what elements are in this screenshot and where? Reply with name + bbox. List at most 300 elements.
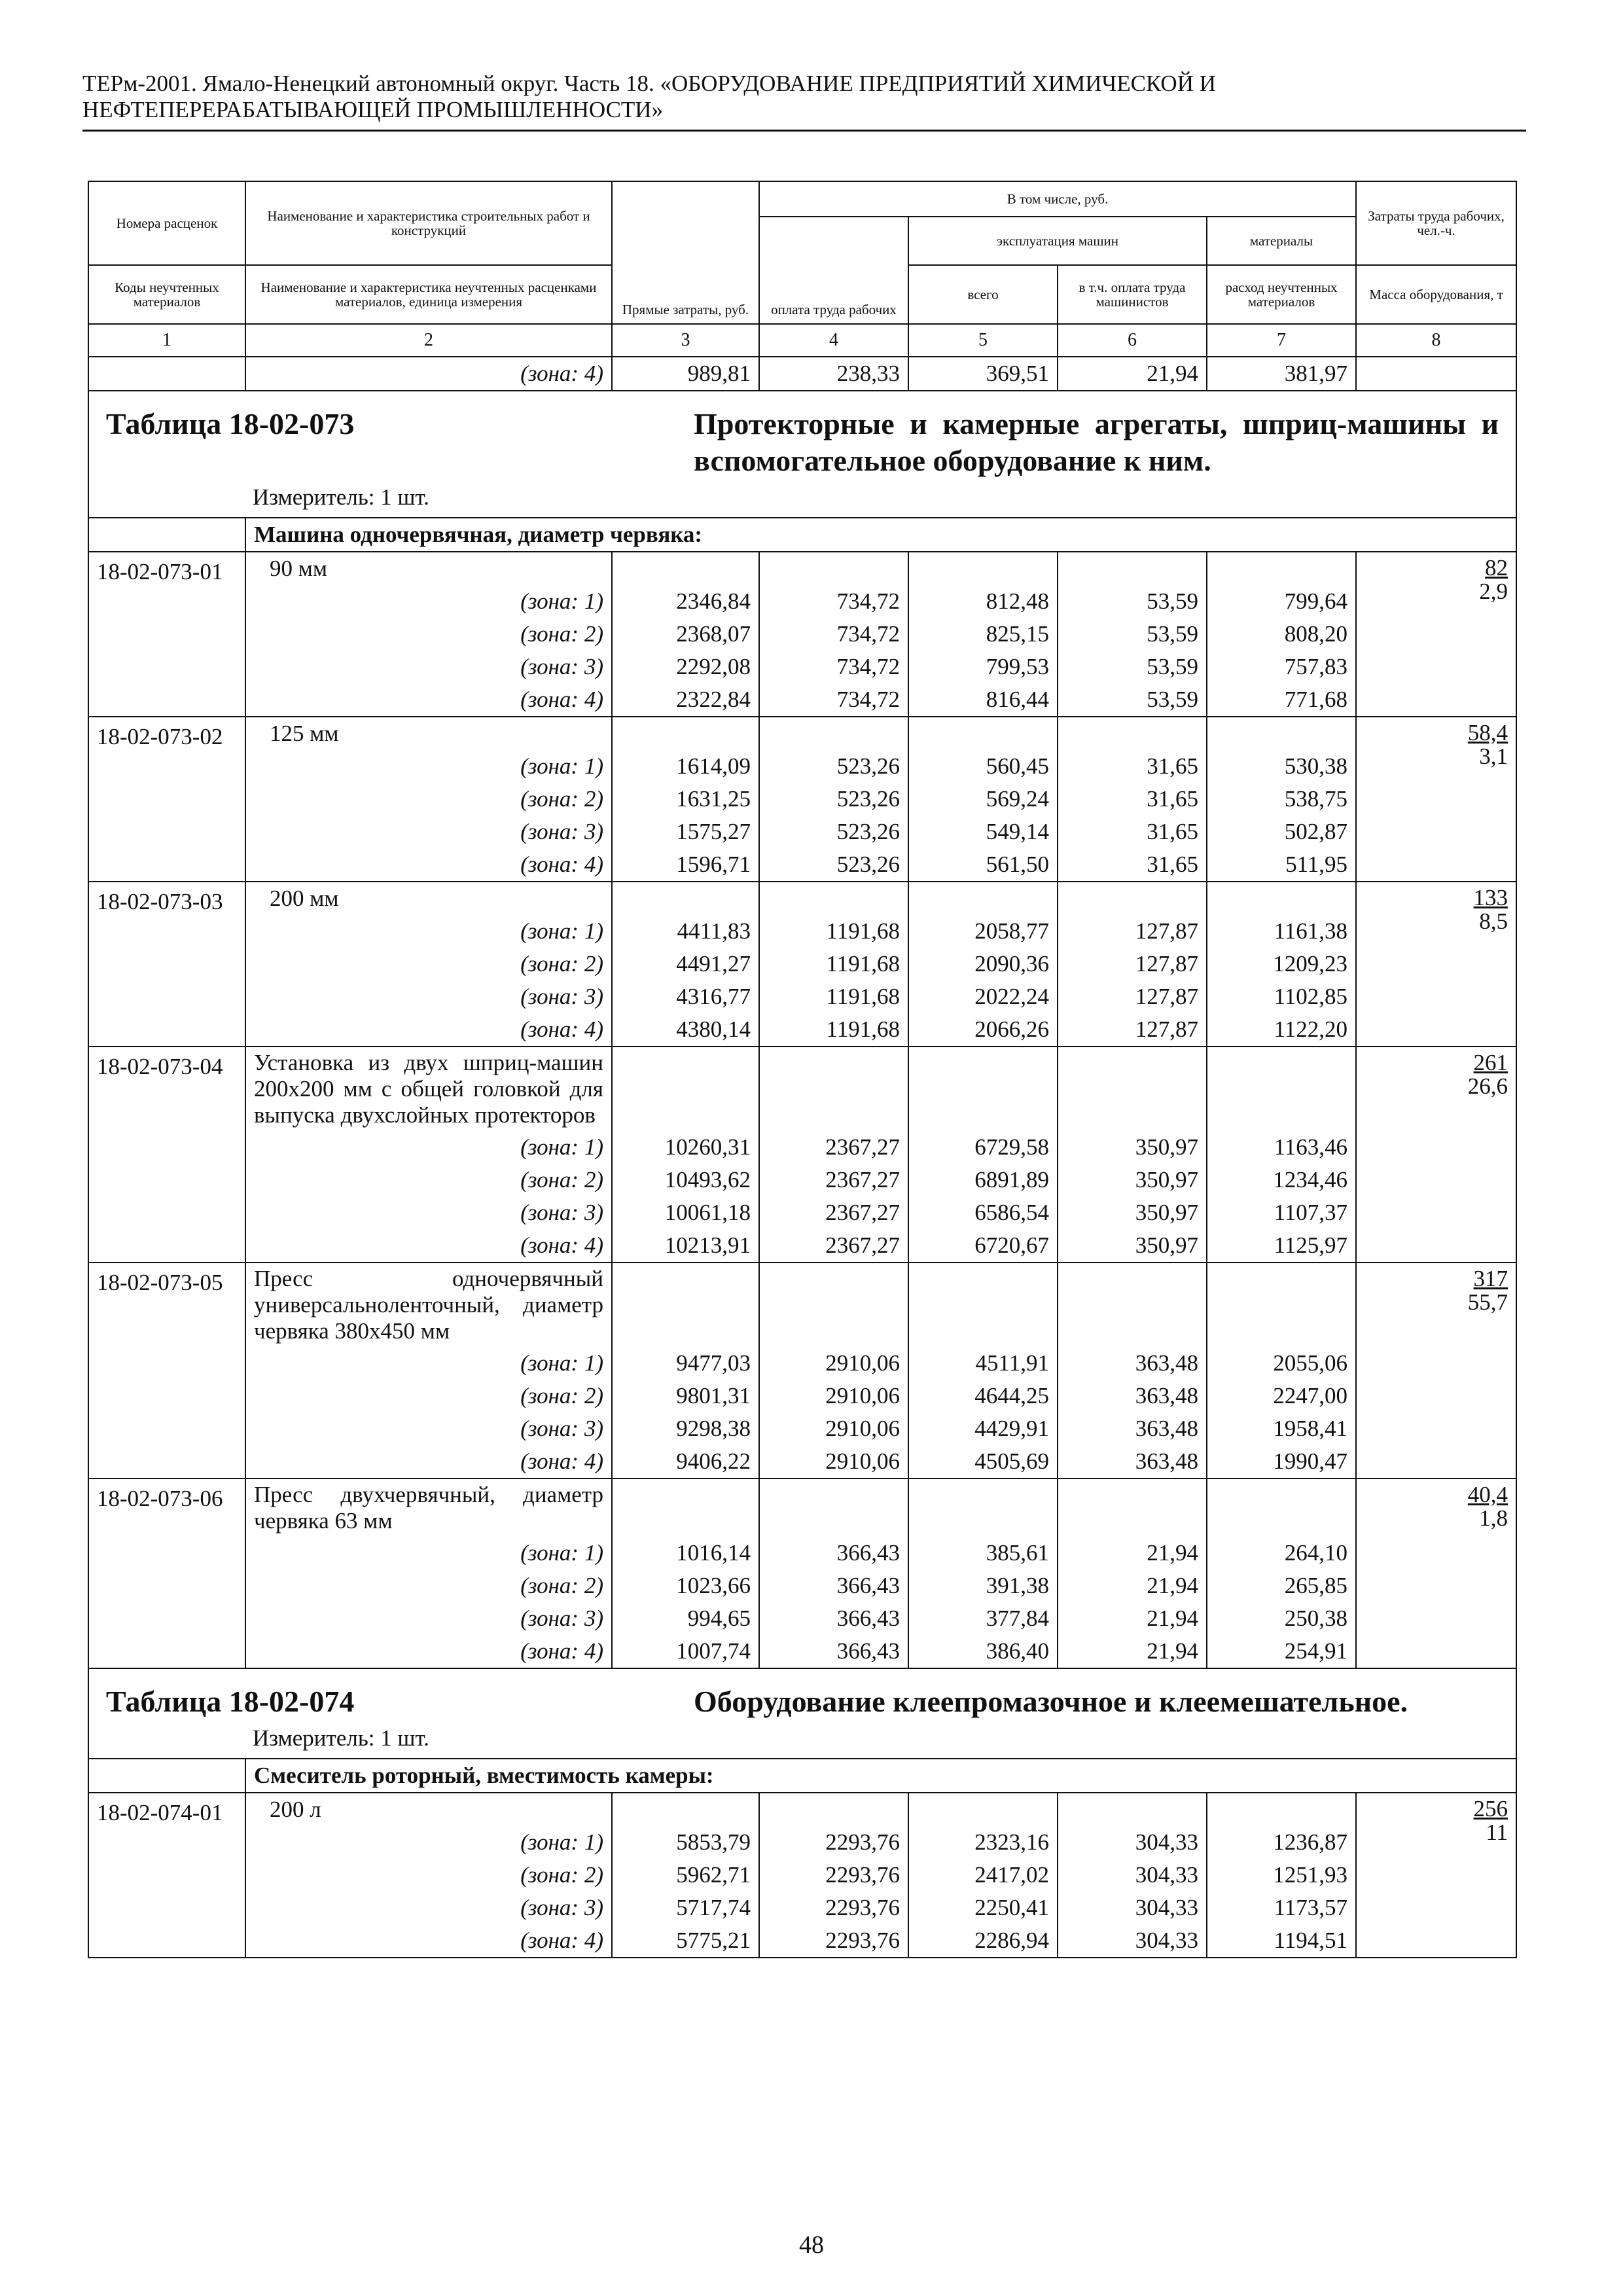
table-title: Таблица 18-02-073: [106, 407, 355, 440]
labor-cost: 523,26: [759, 750, 908, 783]
labor-cost: 2293,76: [759, 1859, 908, 1892]
zone-row: [88, 618, 1516, 651]
equipment-mass: 55,7: [1467, 1289, 1508, 1315]
operator-cost: 21,94: [1058, 1570, 1207, 1602]
table-title-row: [88, 1668, 1516, 1759]
empty-cell: [759, 1263, 908, 1347]
labor-mass-fraction: [1356, 1793, 1516, 1958]
direct-cost: 1614,09: [612, 750, 759, 783]
table-caption: Оборудование клеепромазочное и клеемешательное.: [694, 1685, 1408, 1718]
machine-cost: 561,50: [908, 848, 1058, 882]
zone-row: [88, 1537, 1516, 1570]
labor-cost: 1191,68: [759, 1013, 908, 1047]
machine-cost: 4644,25: [908, 1380, 1058, 1412]
zone-row: [88, 1380, 1516, 1412]
labor-cost: 2293,76: [759, 1826, 908, 1859]
table-title-row: [88, 391, 1516, 518]
empty-cell: [1058, 882, 1207, 915]
labor-mass-fraction: [1356, 1047, 1516, 1263]
direct-cost: 2322,84: [612, 683, 759, 717]
labor-cost: 523,26: [759, 783, 908, 816]
header-row-1: [88, 181, 1516, 217]
empty-cell: [908, 1479, 1058, 1537]
zone-row: [88, 1229, 1516, 1263]
empty-cell: [759, 717, 908, 750]
operator-cost: 363,48: [1058, 1380, 1207, 1412]
direct-cost: 2292,08: [612, 651, 759, 683]
materials-cost: 2055,06: [1207, 1347, 1356, 1380]
labor-cost: 2910,06: [759, 1380, 908, 1412]
zone-label: (зона: 4): [245, 1635, 612, 1668]
materials-cost: 1194,51: [1207, 1924, 1356, 1958]
labor-cost: 2910,06: [759, 1412, 908, 1445]
labor-hours: 58,4: [1467, 720, 1508, 745]
empty-cell: [612, 1047, 759, 1131]
labor-cost: 2910,06: [759, 1445, 908, 1479]
empty-cell: [1207, 1263, 1356, 1347]
col1-header-b: Коды неучтенных материалов: [88, 265, 245, 324]
table-title: Таблица 18-02-074: [106, 1685, 355, 1718]
direct-cost: 2346,84: [612, 585, 759, 618]
labor-cost: 523,26: [759, 816, 908, 848]
group-row: [88, 518, 1516, 552]
table-caption: Протекторные и камерные агрегаты, шприц-машины и вспомогательное оборудование к ним.: [694, 407, 1499, 477]
item-row: [88, 882, 1516, 915]
operator-cost: 363,48: [1058, 1412, 1207, 1445]
zone-label: (зона: 2): [245, 618, 612, 651]
machine-cost: 816,44: [908, 683, 1058, 717]
zone-label: (зона: 2): [245, 783, 612, 816]
machine-cost: 6720,67: [908, 1229, 1058, 1263]
labor-mass-fraction: [1356, 1263, 1516, 1479]
zone-label: (зона: 4): [245, 1013, 612, 1047]
item-name: 200 мм: [245, 882, 612, 915]
empty-cell: [1207, 1047, 1356, 1131]
empty-cell: [908, 1263, 1058, 1347]
zone-row: [88, 848, 1516, 882]
direct-cost: 5962,71: [612, 1859, 759, 1892]
materials-cost: 530,38: [1207, 750, 1356, 783]
operator-cost: 350,97: [1058, 1131, 1207, 1164]
zone-label: (зона: 3): [245, 816, 612, 848]
operator-cost: 53,59: [1058, 683, 1207, 717]
group-heading: Машина одночервячная, диаметр червяка:: [245, 518, 1516, 552]
zone-label: (зона: 2): [245, 1164, 612, 1196]
empty-cell: [1058, 1047, 1207, 1131]
table-title-block: [88, 1668, 1516, 1759]
direct-cost: 2368,07: [612, 618, 759, 651]
materials-cost: 1173,57: [1207, 1892, 1356, 1924]
operator-cost: 350,97: [1058, 1196, 1207, 1229]
zone-label: (зона: 4): [245, 848, 612, 882]
zone-row: [88, 1826, 1516, 1859]
operator-cost: 53,59: [1058, 618, 1207, 651]
labor-cost: 366,43: [759, 1602, 908, 1635]
labor-cost: 366,43: [759, 1635, 908, 1668]
zone-row: [88, 1131, 1516, 1164]
empty-cell: [908, 552, 1058, 585]
zone-label: (зона: 3): [245, 1196, 612, 1229]
zone-row: [88, 651, 1516, 683]
machine-cost: 2286,94: [908, 1924, 1058, 1958]
column-number: 1: [88, 324, 245, 357]
unit-of-measure: Измеритель: 1 шт.: [253, 484, 429, 510]
machine-cost: 377,84: [908, 1602, 1058, 1635]
direct-cost: 5775,21: [612, 1924, 759, 1958]
labor-hours: 40,4: [1467, 1482, 1508, 1507]
zone-label: (зона: 4): [245, 1445, 612, 1479]
equipment-mass: 11: [1486, 1820, 1508, 1845]
col3-header: Прямые затраты, руб.: [612, 181, 759, 324]
machine-cost: 812,48: [908, 585, 1058, 618]
machine-cost: 6586,54: [908, 1196, 1058, 1229]
zone-label: (зона: 4): [245, 1924, 612, 1958]
direct-cost: 1023,66: [612, 1570, 759, 1602]
direct-cost: 1007,74: [612, 1635, 759, 1668]
empty-cell: [88, 1759, 245, 1793]
zone-row: [88, 915, 1516, 948]
price-table: [88, 181, 1517, 1958]
operator-cost: 127,87: [1058, 1013, 1207, 1047]
materials-cost: 757,83: [1207, 651, 1356, 683]
empty-cell: [1207, 717, 1356, 750]
empty-cell: [908, 1793, 1058, 1826]
empty-cell: [759, 552, 908, 585]
equipment-mass: 3,1: [1479, 744, 1508, 769]
direct-cost: 4491,27: [612, 948, 759, 980]
zone-label: (зона: 3): [245, 980, 612, 1013]
empty-cell: [612, 1793, 759, 1826]
materials-cost: 1236,87: [1207, 1826, 1356, 1859]
operator-cost: 127,87: [1058, 980, 1207, 1013]
zone-label: (зона: 1): [245, 1826, 612, 1859]
materials-cost: 254,91: [1207, 1635, 1356, 1668]
materials-cost: 1102,85: [1207, 980, 1356, 1013]
materials-cost: 771,68: [1207, 683, 1356, 717]
direct-cost: 9298,38: [612, 1412, 759, 1445]
machine-cost: 6729,58: [908, 1131, 1058, 1164]
zone-label: (зона: 1): [245, 1131, 612, 1164]
operator-cost: 304,33: [1058, 1826, 1207, 1859]
col8-header-b: Масса оборудования, т: [1356, 265, 1516, 324]
labor-cost: 366,43: [759, 1570, 908, 1602]
operator-cost: 21,94: [1058, 1602, 1207, 1635]
labor-hours: 317: [1473, 1266, 1508, 1291]
zone-row: [88, 1196, 1516, 1229]
zone-label: (зона: 2): [245, 1859, 612, 1892]
header-line-2: НЕФТЕПЕРЕРАБАТЫВАЮЩЕЙ ПРОМЫШЛЕННОСТИ»: [82, 97, 664, 122]
machine-cost: 560,45: [908, 750, 1058, 783]
operator-cost: 21,94: [1058, 357, 1207, 391]
zone-row: [88, 750, 1516, 783]
materials-cost: 511,95: [1207, 848, 1356, 882]
materials-cost: 1163,46: [1207, 1131, 1356, 1164]
empty-cell: [612, 552, 759, 585]
empty-cell: [88, 518, 245, 552]
machine-cost: 369,51: [908, 357, 1058, 391]
labor-hours: 261: [1473, 1050, 1508, 1075]
direct-cost: 1631,25: [612, 783, 759, 816]
machine-cost: 799,53: [908, 651, 1058, 683]
labor-cost: 366,43: [759, 1537, 908, 1570]
empty-cell: [759, 1047, 908, 1131]
zone-row: [88, 1892, 1516, 1924]
col4-header: оплата труда рабочих: [759, 217, 908, 324]
labor-hours: 256: [1473, 1796, 1508, 1821]
direct-cost: 1575,27: [612, 816, 759, 848]
direct-cost: 4411,83: [612, 915, 759, 948]
col1-header: Номера расценок: [88, 181, 245, 265]
item-row: [88, 717, 1516, 750]
machine-cost: 391,38: [908, 1570, 1058, 1602]
col2-header-b: Наименование и характеристика неучтенных расценками материалов, единица измерения: [245, 265, 612, 324]
operator-cost: 21,94: [1058, 1537, 1207, 1570]
labor-cost: 2293,76: [759, 1924, 908, 1958]
empty-cell: [1058, 1793, 1207, 1826]
materials-cost: 538,75: [1207, 783, 1356, 816]
item-row: [88, 1263, 1516, 1347]
machine-cost: 4511,91: [908, 1347, 1058, 1380]
empty-cell: [612, 882, 759, 915]
col6-header: в т.ч. оплата труда машинистов: [1058, 265, 1207, 324]
materials-cost: 502,87: [1207, 816, 1356, 848]
zone-label: (зона: 2): [245, 1570, 612, 1602]
empty-cell: [1356, 357, 1516, 391]
operator-cost: 350,97: [1058, 1229, 1207, 1263]
operator-cost: 31,65: [1058, 848, 1207, 882]
empty-cell: [612, 1479, 759, 1537]
zone-row: [88, 948, 1516, 980]
operator-cost: 304,33: [1058, 1924, 1207, 1958]
labor-cost: 1191,68: [759, 948, 908, 980]
zone-row: [88, 1602, 1516, 1635]
operator-cost: 350,97: [1058, 1164, 1207, 1196]
header-line-1: ТЕРм-2001. Ямало-Ненецкий автономный округ. Часть 18. «ОБОРУДОВАНИЕ ПРЕДПРИЯТИЙ ХИМИЧЕСКОЙ И: [82, 71, 1217, 96]
zone-row: [88, 1347, 1516, 1380]
operator-cost: 31,65: [1058, 816, 1207, 848]
operator-cost: 363,48: [1058, 1445, 1207, 1479]
machine-cost: 2022,24: [908, 980, 1058, 1013]
materials-cost: 1958,41: [1207, 1412, 1356, 1445]
operator-cost: 363,48: [1058, 1347, 1207, 1380]
header-rule: [82, 130, 1526, 132]
labor-mass-fraction: [1356, 1479, 1516, 1668]
materials-cost: 1234,46: [1207, 1164, 1356, 1196]
direct-cost: 10260,31: [612, 1131, 759, 1164]
item-name: 125 мм: [245, 717, 612, 750]
labor-mass-fraction: [1356, 552, 1516, 717]
direct-cost: 9406,22: [612, 1445, 759, 1479]
column-number: 3: [612, 324, 759, 357]
labor-cost: 2367,27: [759, 1196, 908, 1229]
zone-row: [88, 783, 1516, 816]
operator-cost: 53,59: [1058, 585, 1207, 618]
column-number: 7: [1207, 324, 1356, 357]
materials-cost: 808,20: [1207, 618, 1356, 651]
group-heading: Смеситель роторный, вместимость камеры:: [245, 1759, 1516, 1793]
zone-row: [88, 1570, 1516, 1602]
direct-cost: 4316,77: [612, 980, 759, 1013]
item-code: 18-02-074-01: [88, 1793, 245, 1958]
direct-cost: 9477,03: [612, 1347, 759, 1380]
column-number: 6: [1058, 324, 1207, 357]
machine-cost: 825,15: [908, 618, 1058, 651]
item-row: [88, 1047, 1516, 1131]
zone-label: (зона: 3): [245, 1602, 612, 1635]
column-numbers-row: [88, 324, 1516, 357]
empty-cell: [759, 1479, 908, 1537]
column-number: 4: [759, 324, 908, 357]
column-number: 8: [1356, 324, 1516, 357]
labor-cost: 1191,68: [759, 980, 908, 1013]
col5-header: всего: [908, 265, 1058, 324]
operator-cost: 31,65: [1058, 750, 1207, 783]
zone-row: [88, 980, 1516, 1013]
table-title-block: [88, 391, 1516, 518]
materials-cost: 1209,23: [1207, 948, 1356, 980]
equipment-mass: 26,6: [1467, 1073, 1508, 1099]
zone-row: [88, 1445, 1516, 1479]
machine-cost: 2090,36: [908, 948, 1058, 980]
col8-header-a: Затраты труда рабочих, чел.-ч.: [1356, 181, 1516, 265]
machine-cost: 2058,77: [908, 915, 1058, 948]
direct-cost: 989,81: [612, 357, 759, 391]
labor-cost: 2367,27: [759, 1164, 908, 1196]
empty-cell: [88, 357, 245, 391]
item-name: 90 мм: [245, 552, 612, 585]
item-name: 200 л: [245, 1793, 612, 1826]
zone-row: [88, 1635, 1516, 1668]
direct-cost: 10061,18: [612, 1196, 759, 1229]
operator-cost: 304,33: [1058, 1859, 1207, 1892]
zone-row: [88, 585, 1516, 618]
zone-label: (зона: 3): [245, 1412, 612, 1445]
labor-cost: 2367,27: [759, 1131, 908, 1164]
labor-cost: 734,72: [759, 651, 908, 683]
direct-cost: 1596,71: [612, 848, 759, 882]
col2-header: Наименование и характеристика строительных работ и конструкций: [245, 181, 612, 265]
zone-label: (зона: 1): [245, 750, 612, 783]
direct-cost: 5717,74: [612, 1892, 759, 1924]
machine-cost: 386,40: [908, 1635, 1058, 1668]
machine-cost: 569,24: [908, 783, 1058, 816]
operator-cost: 127,87: [1058, 948, 1207, 980]
zone-label: (зона: 2): [245, 1380, 612, 1412]
operator-cost: 127,87: [1058, 915, 1207, 948]
item-name: Пресс одночервячный универсальноленточный, диаметр червяка 380х450 мм: [245, 1263, 612, 1347]
empty-cell: [1058, 1263, 1207, 1347]
item-row: [88, 1793, 1516, 1826]
zone-label: (зона: 4): [245, 1229, 612, 1263]
labor-cost: 1191,68: [759, 915, 908, 948]
empty-cell: [908, 1047, 1058, 1131]
materials-cost: 799,64: [1207, 585, 1356, 618]
zone-label: (зона: 3): [245, 1892, 612, 1924]
materials-cost: 1990,47: [1207, 1445, 1356, 1479]
direct-cost: 994,65: [612, 1602, 759, 1635]
materials-cost: 250,38: [1207, 1602, 1356, 1635]
zone-label: (зона: 1): [245, 585, 612, 618]
col7-header: расход неучтенных материалов: [1207, 265, 1356, 324]
operator-cost: 21,94: [1058, 1635, 1207, 1668]
direct-cost: 10213,91: [612, 1229, 759, 1263]
zone-label: (зона: 4): [245, 683, 612, 717]
materials-cost: 1251,93: [1207, 1859, 1356, 1892]
zone-row: [88, 683, 1516, 717]
item-code: 18-02-073-02: [88, 717, 245, 882]
item-row: [88, 552, 1516, 585]
including-header: В том числе, руб.: [759, 181, 1356, 217]
empty-cell: [612, 1263, 759, 1347]
item-name: Установка из двух шприц-машин 200х200 мм с общей головкой для выпуска двухслойных протекторов: [245, 1047, 612, 1131]
item-code: 18-02-073-04: [88, 1047, 245, 1263]
materials-cost: 1125,97: [1207, 1229, 1356, 1263]
zone-row: [88, 1164, 1516, 1196]
empty-cell: [612, 717, 759, 750]
group-row: [88, 1759, 1516, 1793]
zone-row: [88, 1924, 1516, 1958]
empty-cell: [759, 1793, 908, 1826]
item-code: 18-02-073-06: [88, 1479, 245, 1668]
zone-label: (зона: 1): [245, 915, 612, 948]
zone-row: [88, 1412, 1516, 1445]
zone-label: (зона: 1): [245, 1537, 612, 1570]
direct-cost: 10493,62: [612, 1164, 759, 1196]
machine-cost: 2066,26: [908, 1013, 1058, 1047]
labor-cost: 523,26: [759, 848, 908, 882]
labor-hours: 82: [1485, 555, 1508, 581]
equipment-mass: 2,9: [1479, 579, 1508, 604]
zone-label: (зона: 1): [245, 1347, 612, 1380]
operator-cost: 304,33: [1058, 1892, 1207, 1924]
machine-cost: 2250,41: [908, 1892, 1058, 1924]
labor-cost: 2910,06: [759, 1347, 908, 1380]
materials-cost: 1161,38: [1207, 915, 1356, 948]
equipment-mass: 1,8: [1479, 1505, 1508, 1531]
empty-cell: [1207, 1479, 1356, 1537]
equipment-mass: 8,5: [1479, 908, 1508, 934]
carry-over-row: [88, 357, 1516, 391]
zone-label: (зона: 4): [245, 357, 612, 391]
item-row: [88, 1479, 1516, 1537]
direct-cost: 9801,31: [612, 1380, 759, 1412]
labor-mass-fraction: [1356, 882, 1516, 1047]
materials-header: материалы: [1207, 217, 1356, 265]
zone-row: [88, 1859, 1516, 1892]
machines-header: эксплуатация машин: [908, 217, 1207, 265]
labor-cost: 734,72: [759, 683, 908, 717]
document-header: [82, 71, 1526, 123]
labor-cost: 2293,76: [759, 1892, 908, 1924]
operator-cost: 53,59: [1058, 651, 1207, 683]
materials-cost: 381,97: [1207, 357, 1356, 391]
column-number: 5: [908, 324, 1058, 357]
page-number: 48: [799, 2231, 824, 2259]
empty-cell: [1058, 552, 1207, 585]
empty-cell: [1207, 552, 1356, 585]
zone-row: [88, 1013, 1516, 1047]
item-code: 18-02-073-03: [88, 882, 245, 1047]
materials-cost: 264,10: [1207, 1537, 1356, 1570]
machine-cost: 6891,89: [908, 1164, 1058, 1196]
labor-cost: 734,72: [759, 618, 908, 651]
item-name: Пресс двухчервячный, диаметр червяка 63 мм: [245, 1479, 612, 1537]
zone-label: (зона: 2): [245, 948, 612, 980]
labor-cost: 238,33: [759, 357, 908, 391]
column-number: 2: [245, 324, 612, 357]
empty-cell: [1058, 1479, 1207, 1537]
machine-cost: 4429,91: [908, 1412, 1058, 1445]
